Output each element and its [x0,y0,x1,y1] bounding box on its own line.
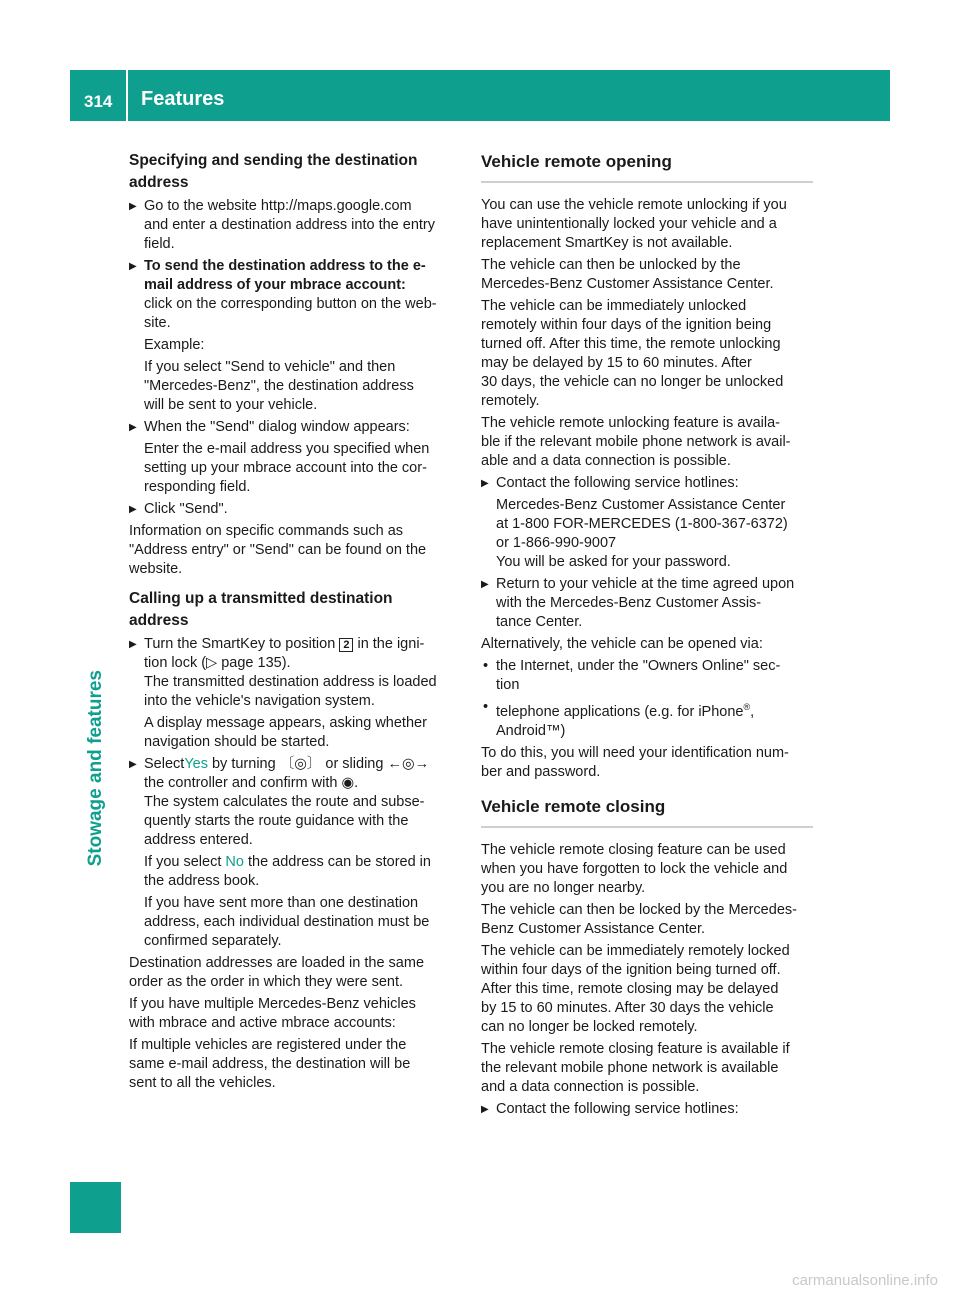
closing-intro [481,841,813,898]
text-line: responding field. [144,479,251,495]
text-line: The system calculates the route and subse- [144,794,425,810]
text-span: If you select [144,854,226,870]
text-line: or 1-866-990-9007 [496,535,617,551]
opening-timing [481,297,813,411]
text-line: address, each individual destination must be [144,914,430,930]
bullet-internet [481,657,813,695]
order-paragraph [129,954,461,992]
example-text [129,358,461,415]
multiple-vehicles-paragraph [129,995,461,1033]
multiple-destination-note [129,894,461,951]
identification-paragraph [481,744,813,782]
text-span: telephone applications (e.g. for iPhone [496,703,744,720]
display-message-note [129,714,461,752]
text-line: Benz Customer Assistance Center. [481,920,706,937]
step-click-send: ▶ Click "Send". [129,500,461,519]
display-keyword-no: No [225,854,244,870]
heading-remote-closing: Vehicle remote closing [481,795,813,828]
text-line: The vehicle can then be unlocked by the [481,257,741,273]
bullet-telephone-apps [481,698,813,741]
text-line: and a data connection is possible. [481,1078,700,1095]
text-line [144,635,461,654]
text-line: The vehicle can be immediately remotely locked [481,942,790,959]
text-line: tion [496,677,520,693]
text-line: you are no longer nearby. [481,879,646,896]
text-line: The vehicle remote closing feature can be used [481,841,786,858]
text-line: have unintentionally locked your vehicle and a [481,216,777,232]
text-line: site. [144,315,171,331]
registered-mark: ® [743,702,751,712]
text-span: Select [144,756,185,772]
text-line: website. [129,561,183,577]
text-line: Enter the e-mail address you specified when [144,441,430,457]
text-line: into the vehicle's navigation system. [144,693,375,709]
page-reference: tion lock (▷ page 135). [144,655,291,671]
text-line: Mercedes-Benz Customer Assistance Center [496,497,786,513]
step-send-dialog [129,418,461,437]
text-line: remotely within four days of the ignition being [481,317,772,333]
example-label: Example: [144,337,205,353]
alternative-paragraph: Alternatively, the vehicle can be opened via: [481,636,763,652]
text-line: the relevant mobile phone network is available [481,1059,779,1076]
text-line: click on the corresponding button on the web- [144,296,437,312]
text-line: The vehicle remote closing feature is available if [481,1040,790,1057]
closing-timing [481,942,813,1037]
select-no-note [129,853,461,891]
text-line: within four days of the ignition being turned off. [481,961,781,978]
text-line: The vehicle can then be locked by the Mercedes- [481,901,797,918]
text-line: address entered. [144,832,253,848]
heading-line: address [129,612,189,629]
text-line: If multiple vehicles are registered under the [129,1037,407,1053]
text-line: same e-mail address, the destination will be [129,1056,411,1072]
text-line: "Mercedes-Benz", the destination address [144,378,414,394]
text-line: If you have sent more than one destination [144,895,419,911]
left-column [129,150,461,1096]
step-contact-hotlines: ▶ Contact the following service hotlines: [481,474,813,493]
step-send-dialog-detail [129,440,461,497]
text-line: quently starts the route guidance with the [144,813,409,829]
text-span: in the igni- [353,636,425,652]
text-line: may be delayed by 15 to 60 minutes. After [481,355,752,371]
opening-intro [481,196,813,253]
text-line: setting up your mbrace account into the cor- [144,460,427,476]
section-sidebar-text: Stowage and features [85,670,106,867]
step-go-to-website [129,197,461,254]
heading-line: Calling up a transmitted destination [129,590,393,607]
text-line: sent to all the vehicles. [129,1075,276,1091]
text-line: when you have forgotten to lock the vehicle and [481,860,788,877]
text-line: with mbrace and active mbrace accounts: [129,1015,396,1031]
footer-watermark: carmanualsonline.info [792,1272,938,1289]
text-line: ▶ When the "Send" dialog window appears: [144,419,410,435]
opening-availability [481,414,813,471]
text-line: order as the order in which they were sent. [129,974,404,990]
text-line: The vehicle can be immediately unlocked [481,298,747,314]
closing-lock-center [481,901,813,939]
text-line: Destination addresses are loaded in the same [129,955,425,971]
text-span: Turn the SmartKey to position [144,636,340,652]
text-line: You will be asked for your password. [496,554,731,570]
step-turn-smartkey [129,635,461,711]
heading-calling-destination [129,588,461,632]
text-line [144,853,461,872]
text-line: replacement SmartKey is not available. [481,235,733,251]
text-line: After this time, remote closing may be delayed [481,980,779,997]
text-line: Information on specific commands such as [129,523,404,539]
text-line: 30 days, the vehicle can no longer be unlocked [481,374,784,390]
page-number: 314 [84,92,113,111]
display-keyword-yes: Yes [184,756,208,772]
text-line: field. [144,236,175,252]
text-span: the address can be stored in [243,854,431,870]
text-line: ▶ Return to your vehicle at the time agreed upon [496,576,795,592]
text-line: will be sent to your vehicle. [144,397,318,413]
text-line: the controller and confirm with ◉. [144,775,359,791]
text-line: You can use the vehicle remote unlocking if you [481,197,787,213]
text-line: Android™) [496,722,566,739]
text-line: If you select "Send to vehicle" and then [144,359,396,375]
text-line [144,755,461,774]
text-line: and enter a destination address into the entry [144,217,435,233]
section-sidebar-label [81,670,121,930]
registered-vehicles-paragraph [129,1036,461,1093]
text-span: , [750,703,755,720]
heading-line: Specifying and sending the destination [129,152,418,169]
header-divider [126,70,128,121]
text-line: A display message appears, asking whether [144,715,427,731]
text-line: with the Mercedes-Benz Customer Assis- [496,595,762,611]
step-select-yes [129,755,461,850]
section-marker [70,1182,121,1233]
right-column [481,150,813,1122]
text-line: can no longer be locked remotely. [481,1018,698,1035]
step-send-address [129,257,461,333]
text-line: navigation should be started. [144,734,330,750]
text-line: confirmed separately. [144,933,282,949]
step-return-to-vehicle [481,575,813,632]
text-line: tance Center. [496,614,583,630]
text-line: "Address entry" or "Send" can be found on the [129,542,427,558]
closing-availability [481,1040,813,1097]
text-line: Mercedes-Benz Customer Assistance Center. [481,276,774,292]
text-line: ber and password. [481,763,601,780]
text-line [496,698,813,722]
text-line: The transmitted destination address is loaded [144,674,437,690]
controller-icon-text: by turning 〔◎〕 or sliding ←◎→ [207,756,430,772]
text-line: at 1-800 FOR-MERCEDES (1-800-367-6372) [496,516,788,532]
text-line: If you have multiple Mercedes-Benz vehicles [129,996,416,1012]
text-line: ▶ Go to the website http://maps.google.com [144,198,412,214]
text-line: • the Internet, under the "Owners Online" sec- [496,658,781,674]
heading-line: address [129,174,189,191]
page-title: Features [141,88,225,110]
heading-specifying-destination [129,150,461,194]
text-line: To do this, you will need your identification num- [481,744,789,761]
text-line: mail address of your mbrace account: [144,277,406,293]
info-paragraph [129,522,461,579]
text-line: able and a data connection is possible. [481,453,731,469]
heading-remote-opening: Vehicle remote opening [481,150,813,183]
step-contact-hotlines-closing: ▶ Contact the following service hotlines: [481,1100,813,1119]
text-line: ble if the relevant mobile phone network is avail- [481,434,791,450]
opening-unlock-center [481,256,813,294]
text-line: ▶ To send the destination address to the e- [144,258,426,274]
text-line: remotely. [481,393,540,409]
text-line: by 15 to 60 minutes. After 30 days the vehicle [481,999,774,1016]
hotline-details [481,496,813,572]
text-line: the address book. [144,873,260,889]
position-key-icon: 2 [339,638,353,652]
text-line: turned off. After this time, the remote unlocking [481,336,781,352]
text-line: The vehicle remote unlocking feature is availa- [481,415,781,431]
